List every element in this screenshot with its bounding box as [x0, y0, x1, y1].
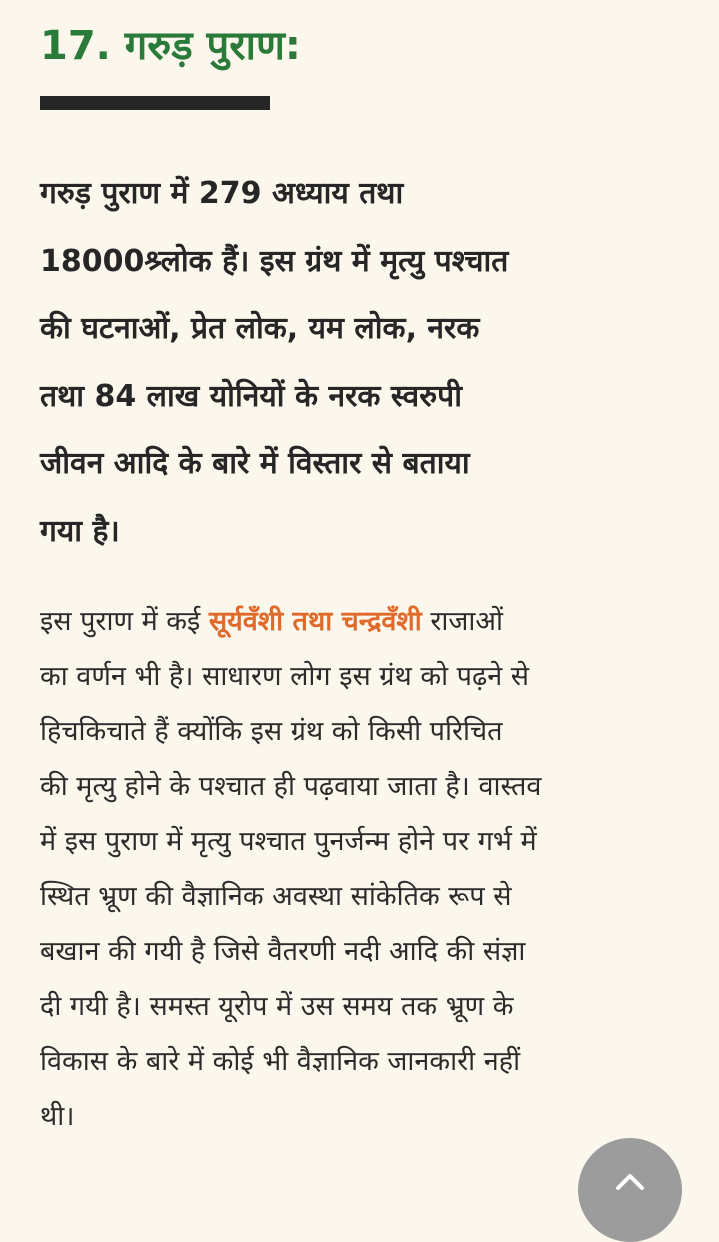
intro-paragraph [40, 160, 680, 565]
highlighted-dynasties: सूर्यवँशी तथा चन्द्रवँशी [208, 606, 422, 637]
detail-line: हिचकिचाते हैं क्योंकि इस ग्रंथ को किसी परिचित [40, 716, 503, 747]
intro-line: तथा 84 लाख योनियों के नरक स्वरुपी [40, 378, 462, 414]
intro-line: 18000श्र्लोक हैं। इस ग्रंथ में मृत्यु पश्चात [40, 243, 509, 279]
detail-line: थी। [40, 1101, 75, 1132]
detail-line: दी गयी है। समस्त यूरोप में उस समय तक भ्रूण के [40, 991, 514, 1022]
section-heading: 17. गरुड़ पुराण: [40, 23, 301, 69]
detail-line: स्थित भ्रूण की वैज्ञानिक अवस्था सांकेतिक रूप से [40, 881, 512, 912]
detail-line: बखान की गयी है जिसे वैतरणी नदी आदि की संज्ञा [40, 936, 526, 967]
detail-line: की मृत्यु होने के पश्चात ही पढ़वाया जाता है। वास्तव [40, 771, 542, 802]
scroll-to-top-button[interactable] [578, 1138, 682, 1242]
intro-line: की घटनाओं, प्रेत लोक, यम लोक, नरक [40, 311, 480, 346]
detail-line: का वर्णन भी है। साधारण लोग इस ग्रंथ को पढ़ने से [40, 661, 530, 692]
intro-line: जीवन आदि के बारे में विस्तार से बताया [40, 446, 470, 481]
detail-line: विकास के बारे में कोई भी वैज्ञानिक जानकारी नहीं [40, 1046, 521, 1077]
detail-paragraph [40, 594, 690, 1144]
detail-line: में इस पुराण में मृत्यु पश्चात पुनर्जन्म होने पर गर्भ में [40, 826, 537, 857]
detail-line [40, 594, 690, 649]
chevron-up-icon [614, 1170, 646, 1192]
detail-text: राजाओं [421, 606, 504, 637]
intro-line: गया है। [40, 513, 120, 549]
detail-text: इस पुराण में कई [40, 606, 209, 637]
heading-divider [40, 96, 270, 110]
intro-line: गरुड़ पुराण में 279 अध्याय तथा [40, 176, 404, 211]
